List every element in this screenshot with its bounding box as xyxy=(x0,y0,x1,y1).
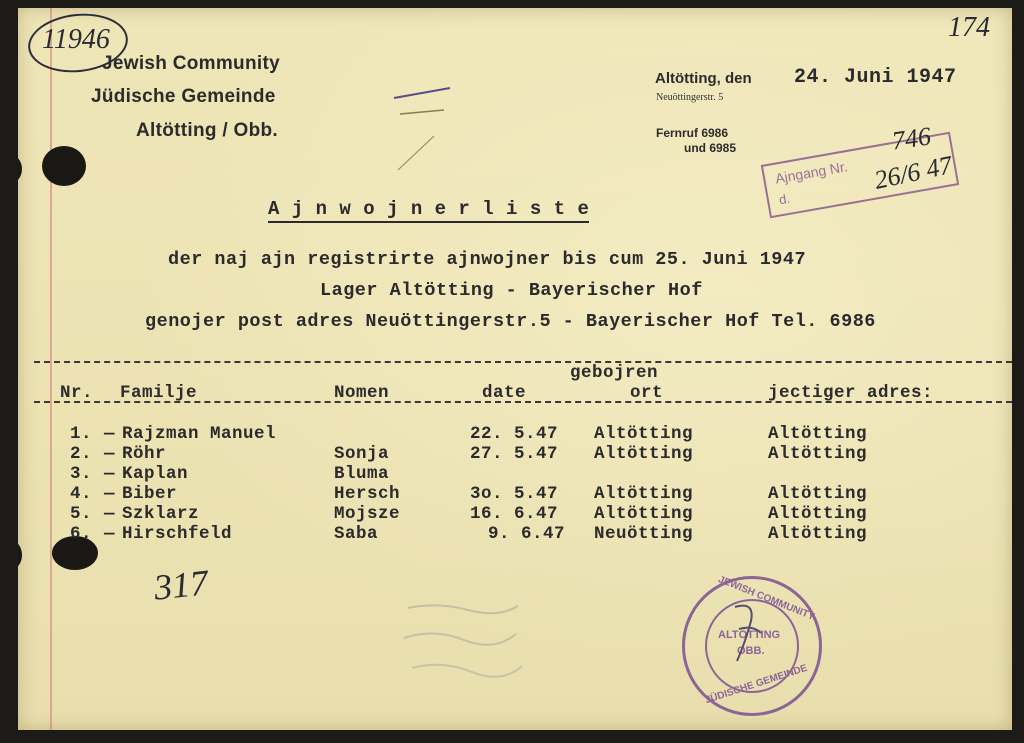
archive-mark: 11946 xyxy=(42,24,110,55)
row-date: 9. 6.47 xyxy=(488,524,566,544)
row-dash: — xyxy=(104,444,116,464)
col-header-familje: Familje xyxy=(120,383,198,403)
document-title: A j n w o j n e r l i s t e xyxy=(268,198,589,223)
row-nr: 6. xyxy=(70,524,93,544)
row-date: 22. 5.47 xyxy=(470,424,559,444)
row-nr: 2. xyxy=(70,444,93,464)
row-dash: — xyxy=(104,424,116,444)
row-date: 27. 5.47 xyxy=(470,444,559,464)
row-familje: Biber xyxy=(122,484,178,504)
col-header-adres: jectiger adres: xyxy=(768,383,934,403)
row-adres: Altötting xyxy=(768,484,868,504)
subtitle-line2: Lager Altötting - Bayerischer Hof xyxy=(320,280,703,301)
letterhead-line2: Jüdische Gemeinde xyxy=(91,86,276,107)
letterhead-line1: Jewish Community xyxy=(102,53,280,74)
community-seal xyxy=(682,576,822,716)
subtitle-line1: der naj ajn registrirte ajnwojner bis cum 25. Juni 1947 xyxy=(168,249,807,270)
row-nr: 1. xyxy=(70,424,93,444)
table-row xyxy=(18,464,1012,484)
document-page xyxy=(18,8,1012,730)
seal-center-line1: ALTÖTTING xyxy=(718,629,781,641)
row-adres: Altötting xyxy=(768,424,868,444)
row-nr: 4. xyxy=(70,484,93,504)
letter-date: 24. Juni 1947 xyxy=(794,66,957,89)
phone-line2: und 6985 xyxy=(684,141,737,155)
row-familje: Szklarz xyxy=(122,504,200,524)
seal-bottom-text: JÜDISCHE GEMEINDE xyxy=(703,662,809,707)
place-prefix: Altötting, den xyxy=(655,70,752,87)
row-adres: Altötting xyxy=(768,444,868,464)
row-ort: Altötting xyxy=(594,424,694,444)
receipt-stamp-label: Ajngang Nr. xyxy=(773,158,849,187)
row-nr: 3. xyxy=(70,464,93,484)
receipt-date: 26/6 47 xyxy=(871,150,955,195)
subtitle-line3: genojer post adres Neuöttingerstr.5 - Bayerischer Hof Tel. 6986 xyxy=(145,311,876,332)
row-nomen: Mojsze xyxy=(334,504,401,524)
receipt-number: 746 xyxy=(890,121,933,156)
table-row xyxy=(18,424,1012,444)
table-row xyxy=(18,484,1012,504)
col-header-ort: ort xyxy=(630,383,664,403)
handwritten-note: 317 xyxy=(152,562,210,608)
table-top-rule xyxy=(34,361,1012,363)
table-row xyxy=(18,504,1012,524)
row-nomen: Hersch xyxy=(334,484,401,504)
phone-line1: Fernruf 6986 xyxy=(656,126,729,140)
punch-hole xyxy=(42,146,86,186)
row-familje: Kaplan xyxy=(122,464,189,484)
letterhead-line3: Altötting / Obb. xyxy=(136,120,278,141)
bleed-through-marks xyxy=(398,588,538,698)
row-nomen: Saba xyxy=(334,524,379,544)
seal-top-text: JEWISH COMMUNITY xyxy=(716,574,817,623)
punch-hole-edge xyxy=(18,154,22,184)
table-row xyxy=(18,524,1012,544)
row-dash: — xyxy=(104,484,116,504)
row-adres: Altötting xyxy=(768,524,868,544)
row-ort: Altötting xyxy=(594,504,694,524)
col-header-nr: Nr. xyxy=(60,383,94,403)
receipt-stamp-d: d. xyxy=(777,190,792,208)
pencil-scribble xyxy=(388,74,478,184)
row-ort: Altötting xyxy=(594,444,694,464)
row-nomen: Sonja xyxy=(334,444,390,464)
row-ort: Neuötting xyxy=(594,524,694,544)
col-header-nomen: Nomen xyxy=(334,383,390,403)
seal-center-line2: OBB. xyxy=(737,645,765,657)
row-nr: 5. xyxy=(70,504,93,524)
table-row xyxy=(18,444,1012,464)
row-dash: — xyxy=(104,524,116,544)
col-header-gebojren: gebojren xyxy=(570,363,659,383)
row-familje: Rajzman Manuel xyxy=(122,424,277,444)
row-date: 3o. 5.47 xyxy=(470,484,559,504)
col-header-date: date xyxy=(482,383,527,403)
row-dash: — xyxy=(104,464,116,484)
row-adres: Altötting xyxy=(768,504,868,524)
row-familje: Röhr xyxy=(122,444,167,464)
row-dash: — xyxy=(104,504,116,524)
seal-signature-scribble xyxy=(725,599,775,669)
street-address: Neuöttingerstr. 5 xyxy=(656,92,724,103)
page-number: 174 xyxy=(948,12,990,43)
row-ort: Altötting xyxy=(594,484,694,504)
row-date: 16. 6.47 xyxy=(470,504,559,524)
row-nomen: Bluma xyxy=(334,464,390,484)
margin-line xyxy=(50,8,52,730)
row-familje: Hirschfeld xyxy=(122,524,233,544)
punch-hole-edge xyxy=(18,540,22,570)
